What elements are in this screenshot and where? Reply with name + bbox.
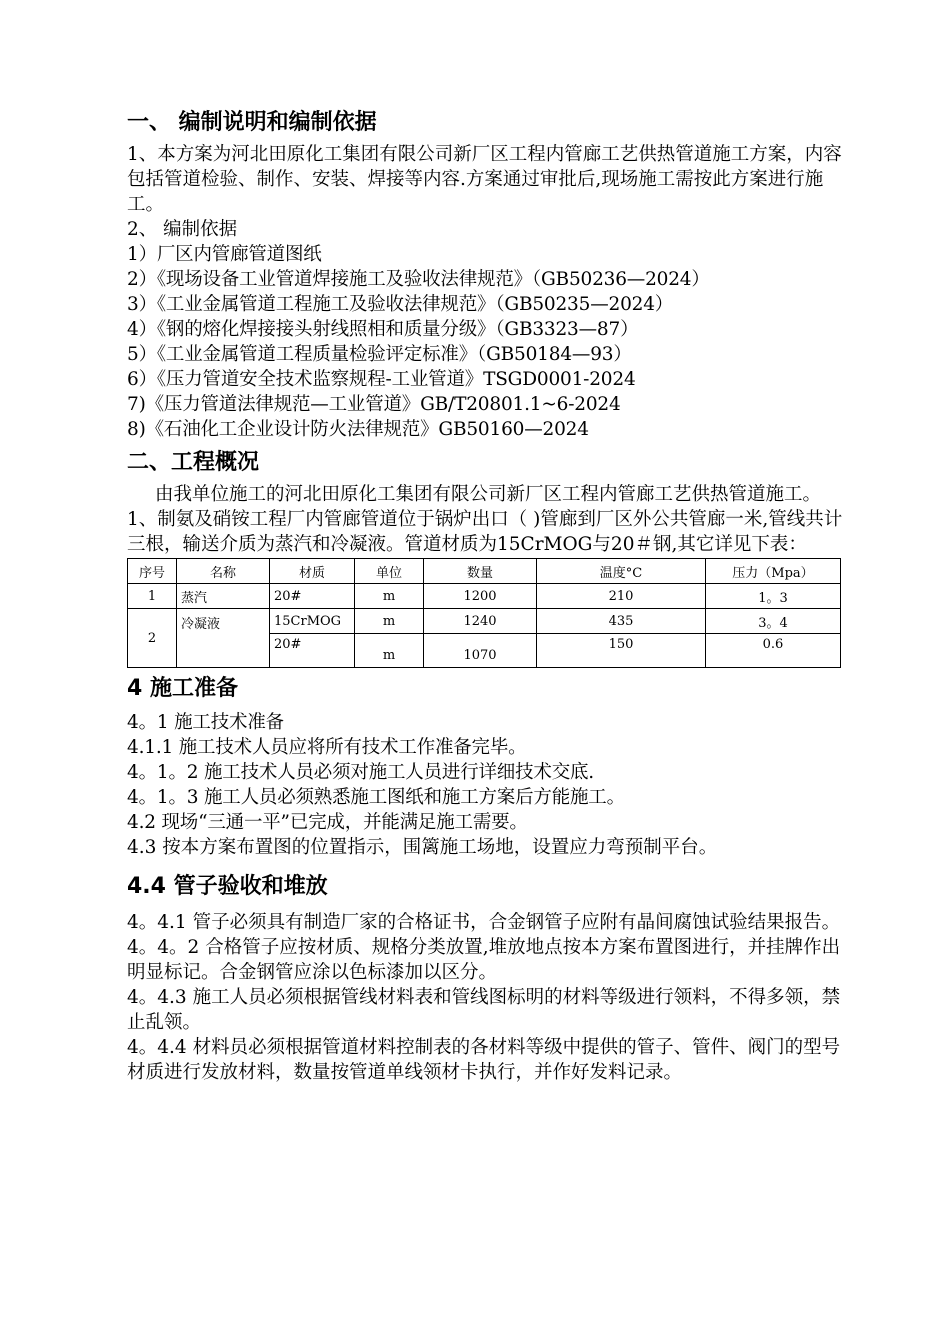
document-page [127,100,847,1085]
table-cell: m [355,609,424,634]
table-cell: m [355,634,424,668]
s44-item: 4。4。2 合格管子应按材质、规格分类放置,堆放地点按本方案布置图进行，并挂牌作出明显标记。合金钢管应涂以色标漆加以区分。 [127,937,841,983]
pipe-table [127,558,841,668]
table-cell: m [355,584,424,609]
table-cell: 蒸汽 [177,584,270,609]
table-header-cell: 温度°C [537,559,706,584]
reference-item: 8)《石油化工企业设计防火法律规范》GB50160—2024 [127,419,589,440]
section-2-title: 二、工程概况 [127,450,260,475]
table-cell: 冷凝液 [177,609,270,668]
table-cell: 150 [537,634,706,668]
s4-item: 4.2 现场“三通一平”已完成，并能满足施工需要。 [127,812,528,833]
table-header-cell: 数量 [424,559,537,584]
reference-item: 5）《工业金属管道工程质量检验评定标准》（GB50184—93） [127,344,632,365]
table-cell: 210 [537,584,706,609]
table-cell: 1200 [424,584,537,609]
table-header-cell: 单位 [355,559,424,584]
s4-item: 4.1.1 施工技术人员应将所有技术工作准备完毕。 [127,737,527,758]
section-4-title: 4 施工准备 [127,676,238,701]
s2-paragraph-2: 1、制氨及硝铵工程厂内管廊管道位于锅炉出口（ )管廊到厂区外公共管廊一米,管线共计三根，输送介质为蒸汽和冷凝液。管道材质为15CrMOG与20＃钢,其它详见下表： [127,509,843,555]
table-cell: 15CrMOG [270,609,355,634]
table-cell: 1。3 [706,584,841,609]
s1-paragraph-1: 1、本方案为河北田原化工集团有限公司新厂区工程内管廊工艺供热管道施工方案，内容包括管道检验、制作、安装、焊接等内容.方案通过审批后,现场施工需按此方案进行施工。 [127,144,842,215]
s1-paragraph-2: 2、 编制依据 [127,219,238,240]
reference-item: 7)《压力管道法律规范—工业管道》GB/T20801.1~6-2024 [127,394,621,415]
reference-item: 1）厂区内管廊管道图纸 [127,244,322,265]
table-cell: 435 [537,609,706,634]
section-4-4-title: 4.4 管子验收和堆放 [127,874,328,899]
s44-item: 4。4.1 管子必须具有制造厂家的合格证书，合金钢管子应附有晶间腐蚀试验结果报告。 [127,912,841,933]
s4-item: 4。1 施工技术准备 [127,712,284,733]
reference-item: 4）《钢的熔化焊接接头射线照相和质量分级》（GB3323—87） [127,319,639,340]
reference-item: 3）《工业金属管道工程施工及验收法律规范》（GB50235—2024） [127,294,674,315]
s4-item: 4。1。2 施工技术人员必须对施工人员进行详细技术交底. [127,762,594,783]
table-cell: 1 [128,584,177,609]
s44-item: 4。4.3 施工人员必须根据管线材料表和管线图标明的材料等级进行领料，不得多领，禁止乱领。 [127,987,841,1033]
s2-paragraph-1: 由我单位施工的河北田原化工集团有限公司新厂区工程内管廊工艺供热管道施工。 [155,484,822,505]
s44-item: 4。4.4 材料员必须根据管道材料控制表的各材料等级中提供的管子、管件、阀门的型号材质进行发放材料，数量按管道单线领材卡执行，并作好发料记录。 [127,1037,841,1083]
table-row [128,584,841,609]
table-header-cell: 名称 [177,559,270,584]
table-cell: 1240 [424,609,537,634]
table-header-row [128,559,841,584]
table-cell: 1070 [424,634,537,668]
reference-item: 2）《现场设备工业管道焊接施工及验收法律规范》（GB50236—2024） [127,269,710,290]
table-cell: 2 [128,609,177,668]
reference-item: 6）《压力管道安全技术监察规程-工业管道》TSGD0001-2024 [127,369,636,390]
table-cell: 20# [270,584,355,609]
table-cell: 0.6 [706,634,841,668]
table-cell: 3。4 [706,609,841,634]
s4-item: 4。1。3 施工人员必须熟悉施工图纸和施工方案后方能施工。 [127,787,625,808]
table-header-cell: 序号 [128,559,177,584]
section-1-title: 一、 编制说明和编制依据 [127,110,377,135]
table-cell: 20# [270,634,355,668]
table-header-cell: 材质 [270,559,355,584]
table-row [128,609,841,634]
s4-item: 4.3 按本方案布置图的位置指示，围篱施工场地，设置应力弯预制平台。 [127,837,718,858]
table-header-cell: 压力（Mpa） [706,559,841,584]
